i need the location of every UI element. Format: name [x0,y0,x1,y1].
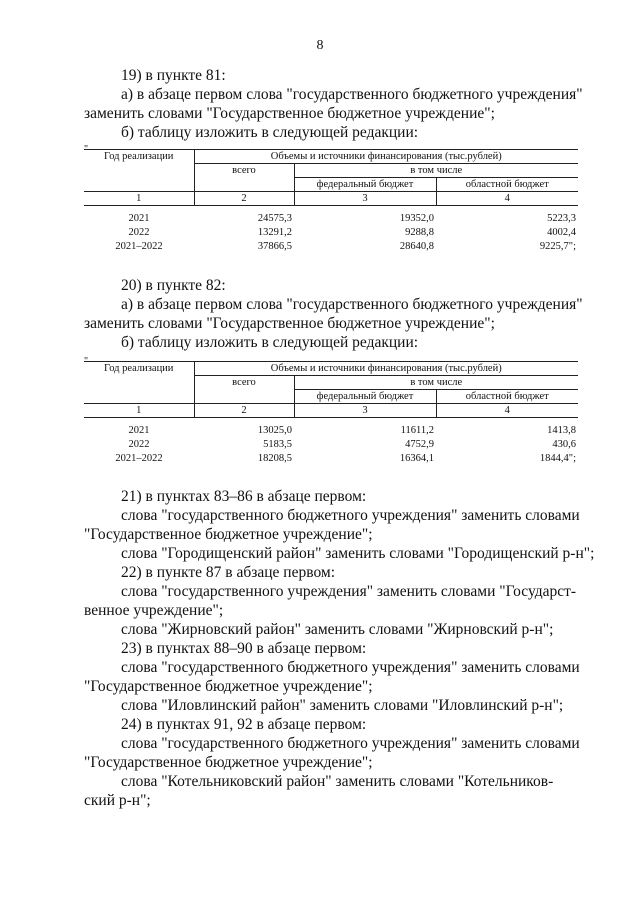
table-1-header [84,149,578,206]
cell-regional: 9225,7"; [539,241,576,252]
table-2-header [84,361,578,418]
header-volumes: Объемы и источники финансирования (тыс.рублей) [194,150,578,164]
cell-year: 2021 [128,425,150,436]
header-total: всего [194,164,294,192]
cell-regional: 1844,4"; [539,453,576,464]
item-20-a-line1: а) в абзаце первом слова "государственного бюджетного учреждения" [121,296,583,313]
table-row [84,212,578,226]
cell-total: 18208,5 [257,453,292,464]
header-regional: областной бюджет [436,178,578,192]
item-21-line2: "Государственное бюджетное учреждение"; [84,526,373,543]
table-row [84,240,578,254]
header-year: Год реализации [84,362,194,404]
cell-year: 2022 [128,227,150,238]
cell-total: 13291,2 [257,227,292,238]
item-23-heading: 23) в пунктах 88–90 в абзаце первом: [121,640,367,657]
cell-year: 2022 [128,439,150,450]
item-23-line3: слова "Иловлинский район" заменить словами "Иловлинский р-н"; [121,697,564,714]
cell-regional: 5223,3 [547,213,576,224]
item-21-heading: 21) в пунктах 83–86 в абзаце первом: [121,488,367,505]
table-row [84,452,578,466]
table-1-body [84,212,578,254]
header-federal: федеральный бюджет [294,178,436,192]
cell-total: 13025,0 [257,425,292,436]
cell-total: 24575,3 [257,213,292,224]
item-22-line2: венное учреждение"; [84,602,224,619]
item-19-b-line: б) таблицу изложить в следующей редакции: [121,124,419,141]
table-2-body [84,424,578,466]
cell-year: 2021–2022 [115,241,163,252]
table-row [84,226,578,240]
cell-regional: 4002,4 [547,227,576,238]
item-21-line3: слова "Городищенский район" заменить словами "Городищенский р-н"; [121,545,595,562]
item-24-line2: "Государственное бюджетное учреждение"; [84,754,373,771]
table-row [84,424,578,438]
col-number: 4 [436,404,578,418]
table-row [84,438,578,452]
cell-federal: 11611,2 [400,425,434,436]
header-year: Год реализации [84,150,194,192]
item-19-a-line1: а) в абзаце первом слова "государственного бюджетного учреждения" [121,86,583,103]
funding-table-2 [84,356,578,466]
item-23-line2: "Государственное бюджетное учреждение"; [84,678,373,695]
col-number: 2 [194,404,294,418]
cell-regional: 430,6 [552,439,576,450]
col-number: 4 [436,192,578,206]
header-including: в том числе [294,164,578,178]
open-quote: " [84,356,89,367]
cell-federal: 9288,8 [405,227,434,238]
item-24-line3: слова "Котельниковский район" заменить словами "Котельников- [121,773,554,790]
item-19-a-line2: заменить словами "Государственное бюджетное учреждение"; [84,105,495,122]
item-22-line1: слова "государственного учреждения" заменить словами "Государст- [121,583,577,600]
item-24-heading: 24) в пунктах 91, 92 в абзаце первом: [121,716,367,733]
col-number: 2 [194,192,294,206]
item-20-b-line: б) таблицу изложить в следующей редакции: [121,334,419,351]
cell-year: 2021 [128,213,150,224]
cell-total: 37866,5 [257,241,292,252]
item-20-heading: 20) в пункте 82: [121,277,226,294]
header-regional: областной бюджет [436,390,578,404]
item-21-line1: слова "государственного бюджетного учреждения" заменить словами [121,507,580,524]
col-number: 3 [294,192,436,206]
item-23-line1: слова "государственного бюджетного учреждения" заменить словами [121,659,580,676]
item-22-heading: 22) в пункте 87 в абзаце первом: [121,564,336,581]
header-volumes: Объемы и источники финансирования (тыс.рублей) [194,362,578,376]
col-number: 1 [84,404,194,418]
header-including: в том числе [294,376,578,390]
item-20-a-line2: заменить словами "Государственное бюджетное учреждение"; [84,315,495,332]
funding-table-1 [84,144,578,254]
cell-federal: 4752,9 [405,439,434,450]
item-22-line3: слова "Жирновский район" заменить словами "Жирновский р-н"; [121,621,554,638]
open-quote: " [84,144,89,155]
cell-federal: 16364,1 [399,453,434,464]
cell-federal: 28640,8 [399,241,434,252]
header-total: всего [194,376,294,404]
col-number: 1 [84,192,194,206]
cell-year: 2021–2022 [115,453,163,464]
page-number: 8 [316,38,324,53]
cell-federal: 19352,0 [399,213,434,224]
item-24-line4: ский р-н"; [84,792,151,809]
item-24-line1: слова "государственного бюджетного учреждения" заменить словами [121,735,580,752]
item-19-heading: 19) в пункте 81: [121,67,226,84]
col-number: 3 [294,404,436,418]
cell-regional: 1413,8 [547,425,576,436]
header-federal: федеральный бюджет [294,390,436,404]
cell-total: 5183,5 [263,439,292,450]
